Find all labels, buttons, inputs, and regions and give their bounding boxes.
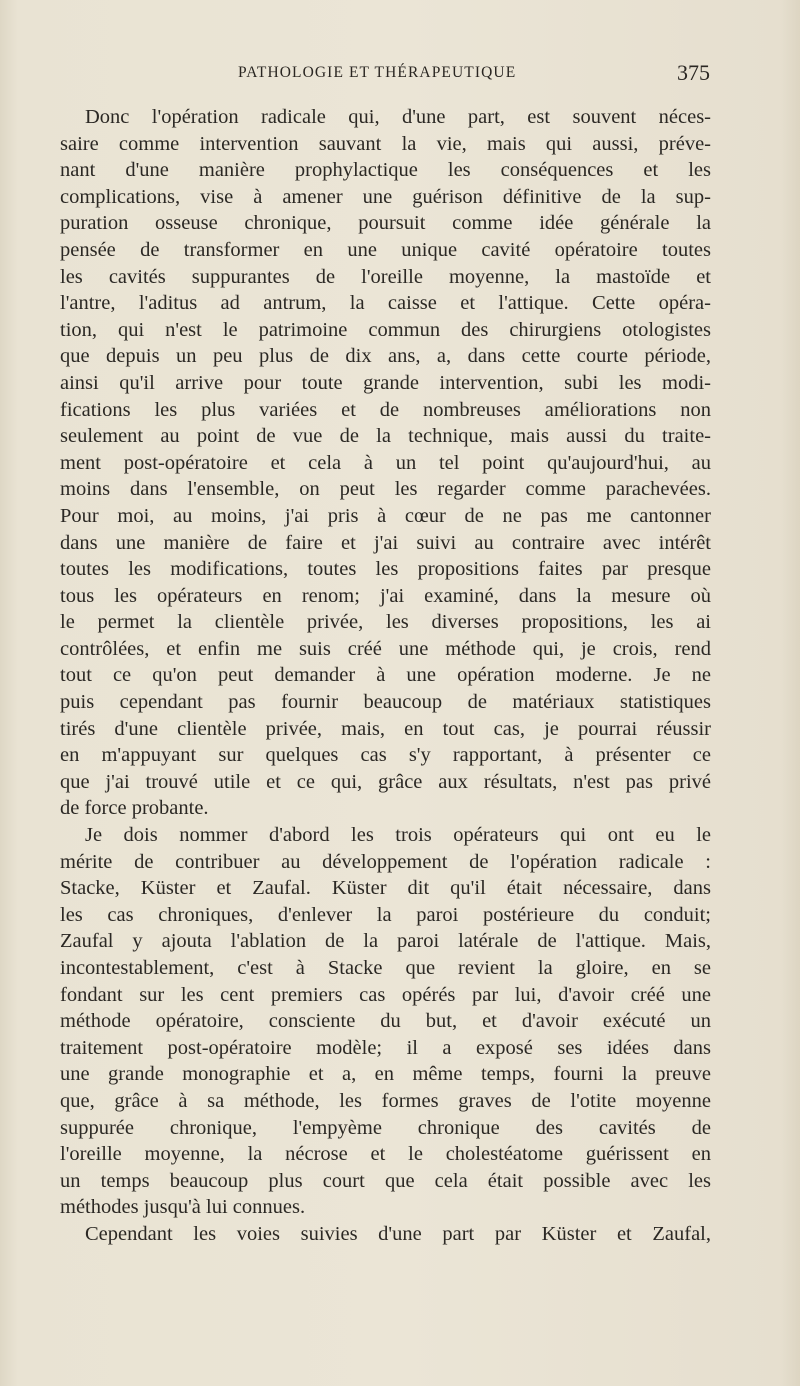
text-line: Zaufal y ajouta l'ablation de la paroi latérale de l'attique. Mais, [60, 930, 711, 953]
text-line: méthode opératoire, consciente du but, et d'avoir exécuté un [60, 1010, 711, 1033]
text-line: pensée de transformer en une unique cavité opératoire toutes [60, 238, 711, 261]
text-line: complications, vise à amener une guérison définitive de la sup- [60, 185, 711, 208]
text-line: puration osseuse chronique, poursuit comme idée générale la [60, 212, 711, 235]
page-number: 375 [677, 60, 710, 85]
text-line: en m'appuyant sur quelques cas s'y rapportant, à présenter ce [60, 744, 711, 767]
text-line: les cas chroniques, d'enlever la paroi postérieure du conduit; [60, 903, 711, 926]
text-line: puis cependant pas fournir beaucoup de matériaux statistiques [60, 691, 711, 714]
text-line: contrôlées, et enfin me suis créé une méthode qui, je crois, rend [60, 637, 711, 660]
text-line: les cavités suppurantes de l'oreille moyenne, la mastoïde et [60, 265, 711, 288]
text-line: Cependant les voies suivies d'une part par Küster et Zaufal, [85, 1222, 711, 1245]
text-line: dans une manière de faire et j'ai suivi au contraire avec intérêt [60, 531, 711, 554]
text-line: ment post-opératoire et cela à un tel point qu'aujourd'hui, au [60, 451, 711, 474]
text-line: tion, qui n'est le patrimoine commun des chirurgiens otologistes [60, 318, 711, 341]
text-line: Je dois nommer d'abord les trois opérateurs qui ont eu le [85, 824, 711, 847]
text-line: Stacke, Küster et Zaufal. Küster dit qu'il était nécessaire, dans [60, 877, 711, 900]
body-text [60, 104, 711, 1248]
text-line: nant d'une manière prophylactique les conséquences et les [60, 159, 711, 182]
text-line: toutes les modifications, toutes les propositions faites par presque [60, 558, 711, 581]
running-title: PATHOLOGIE ET THÉRAPEUTIQUE [238, 64, 517, 81]
text-line: moins dans l'ensemble, on peut les regarder comme parachevées. [60, 478, 711, 501]
text-line: fondant sur les cent premiers cas opérés par lui, d'avoir créé une [60, 983, 711, 1006]
text-line: Donc l'opération radicale qui, d'une part, est souvent néces- [85, 106, 711, 128]
text-line: l'antre, l'aditus ad antrum, la caisse et l'attique. Cette opéra- [60, 292, 711, 315]
text-line: méthodes jusqu'à lui connues. [60, 1196, 306, 1219]
text-line: tirés d'une clientèle privée, mais, en tout cas, je pourrai réussir [60, 717, 711, 740]
text-line: saire comme intervention sauvant la vie, mais qui aussi, préve- [60, 132, 711, 155]
text-line: Pour moi, au moins, j'ai pris à cœur de ne pas me cantonner [60, 504, 711, 527]
text-line: un temps beaucoup plus court que cela était possible avec les [60, 1169, 711, 1192]
text-line: fications les plus variées et de nombreuses améliorations non [60, 398, 711, 421]
text-line: tout ce qu'on peut demander à une opération moderne. Je ne [60, 664, 711, 687]
text-line: de force probante. [60, 797, 209, 820]
text-line: le permet la clientèle privée, les diverses propositions, les ai [60, 611, 711, 634]
text-line: l'oreille moyenne, la nécrose et le cholestéatome guérissent en [60, 1143, 711, 1166]
text-line: traitement post-opératoire modèle; il a exposé ses idées dans [60, 1036, 711, 1059]
text-line: que j'ai trouvé utile et ce qui, grâce aux résultats, n'est pas privé [60, 770, 711, 793]
text-line: mérite de contribuer au développement de l'opération radicale : [60, 850, 711, 873]
text-line: incontestablement, c'est à Stacke que revient la gloire, en se [60, 957, 711, 979]
text-line: que depuis un peu plus de dix ans, a, dans cette courte période, [60, 345, 711, 368]
text-line: que, grâce à sa méthode, les formes graves de l'otite moyenne [60, 1089, 711, 1112]
text-line: une grande monographie et a, en même temps, fourni la preuve [60, 1063, 711, 1086]
page-header [60, 60, 710, 90]
text-line: tous les opérateurs en renom; j'ai examiné, dans la mesure où [60, 584, 711, 607]
text-line: seulement au point de vue de la technique, mais aussi du traite- [60, 425, 711, 448]
text-line: ainsi qu'il arrive pour toute grande intervention, subi les modi- [60, 371, 711, 394]
text-line: suppurée chronique, l'empyème chronique des cavités de [60, 1116, 711, 1139]
